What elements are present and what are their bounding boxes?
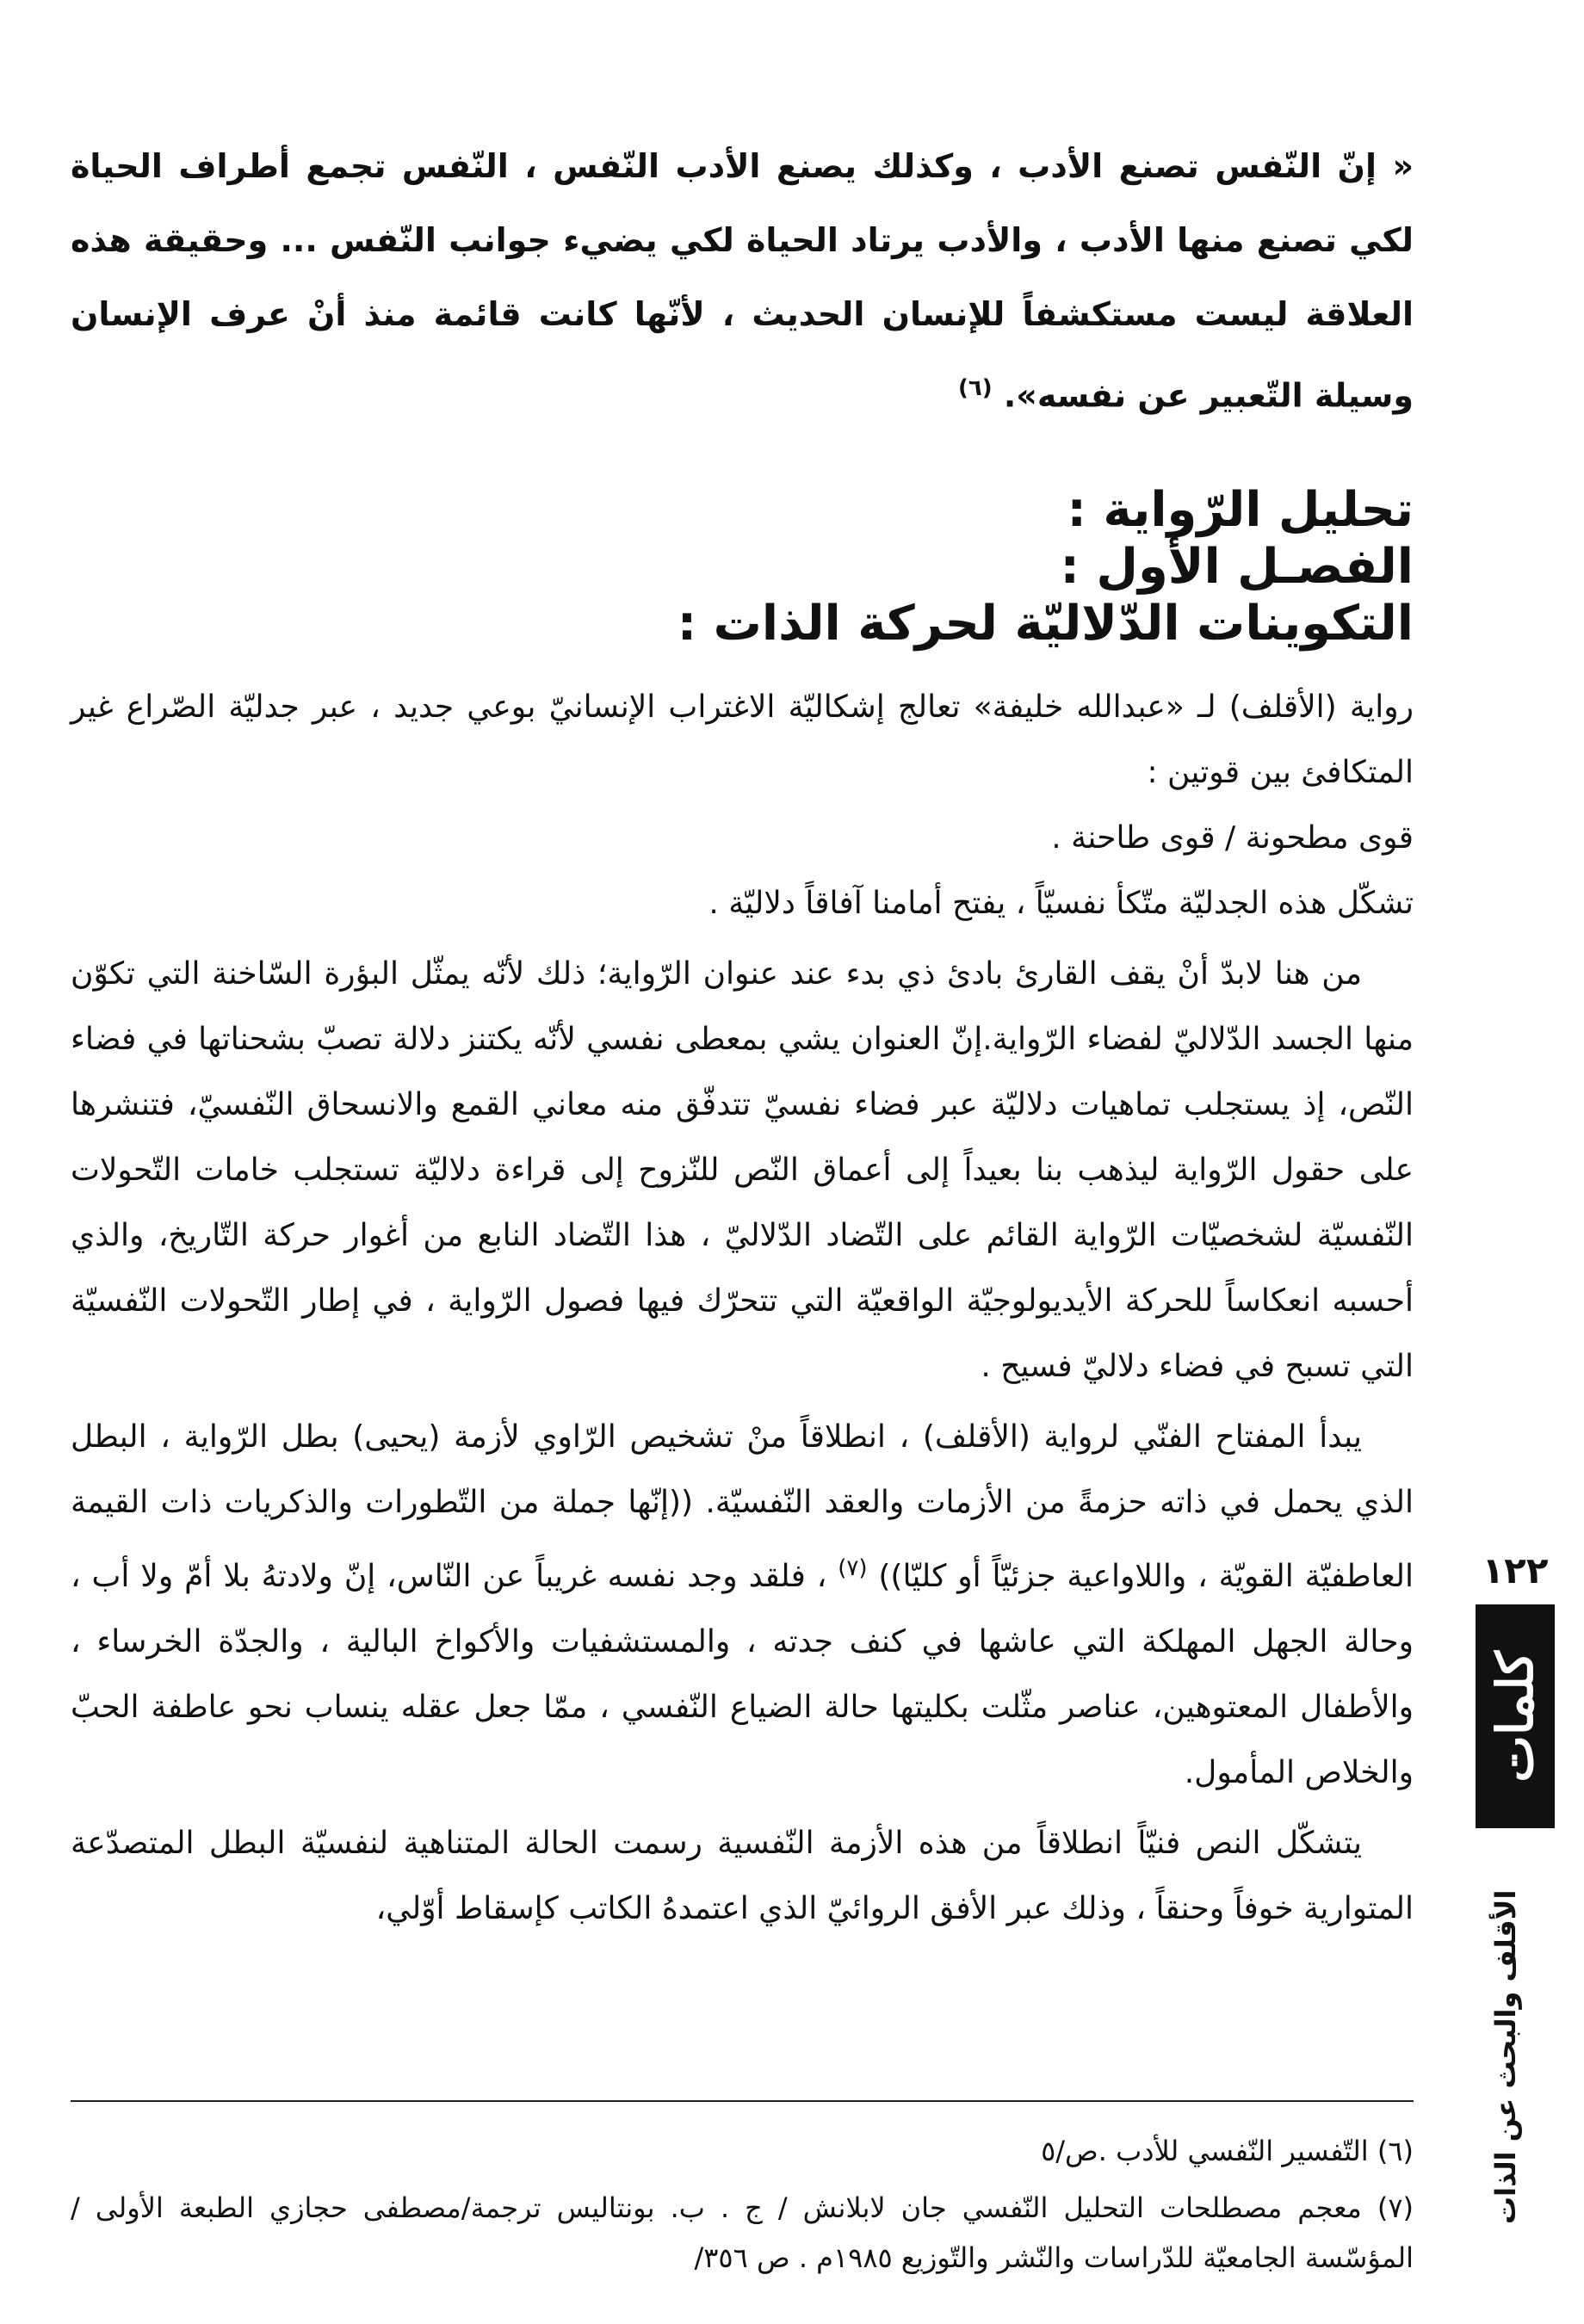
page-sidebar — [1463, 1549, 1567, 2290]
footnotes — [71, 2126, 1414, 2290]
paragraph-hero-crisis-b: ، فلقد وجد نفسه غريباً عن النّاس، إنّ ولادتهُ بلا أمّ ولا أب ، وحالة الجهل المهلكة التي عاشها في كنف جدته ، والمستشفيات والأكواخ البالية ، والجدّة الخرساء ، والأطفال المعتوهين، عناصر مثّلت بكليتها حالة الضياع النّفسي ، ممّا جعل عقله ينساب نحو عاطفة الحبّ والخلاص المأمول. — [71, 1559, 1414, 1790]
body-text — [71, 675, 1414, 1942]
paragraph-title-analysis: من هنا لابدّ أنْ يقف القارئ بادئ ذي بدء عند عنوان الرّواية؛ ذلك لأنّه يمثّل البؤرة السّاخنة التي تكوّن منها الجسد الدّلاليّ لفضاء الرّواية.إنّ العنوان يشي بمعطى نفسي لأنّه يكتنز دلالة تصبّ بشحناتها في فضاء النّص، إذ يستجلب تماهيات دلاليّة عبر فضاء نفسيّ تتدفّق منه معاني القمع والانسحاق النّفسيّ، فتنشرها على حقول الرّواية ليذهب بنا بعيداً إلى أعماق النّص للنّزوح إلى قراءة دلاليّة تستجلب خامات التّحولات النّفسيّة لشخصيّات الرّواية القائم على التّضاد الدّلاليّ ، هذا التّضاد النابع من أغوار حركة التّاريخ، والذي أحسبه انعكاساً للحركة الأيديولوجيّة الواقعيّة التي تتحرّك فيها فصول الرّواية ، في إطار التّحولات النّفسيّة التي تسبح في فضاء دلاليّ فسيح . — [71, 956, 1414, 1384]
paragraph-forces: قوى مطحونة / قوى طاحنة . — [1051, 820, 1414, 856]
quote-text: « إنّ النّفس تصنع الأدب ، وكذلك يصنع الأدب النّفس ، النّفس تجمع أطراف الحياة لكي تصنع منها الأدب ، والأدب يرتاد الحياة لكي يضيء جوانب النّفس ... وحقيقة هذه العلاقة ليست مستكشفاً للإنسان الحديث ، لأنّها كانت قائمة منذ أنْ عرف الإنسان وسيلة التّعبير عن نفسه». — [71, 147, 1414, 415]
paragraph-dialectic: تشكّل هذه الجدليّة متّكأ نفسيّاً ، يفتح أمامنا آفاقاً دلاليّة . — [708, 886, 1414, 921]
heading-novel-analysis: تحليل الرّواية : — [1067, 482, 1414, 538]
page-number: ١٢٢ — [1482, 1549, 1549, 1592]
footnote-6: (٦) التّفسير النّفسي للأدب .ص/٥ — [1041, 2135, 1414, 2167]
logo-text: كلمات — [1486, 1650, 1544, 1783]
paragraph-hero-crisis — [71, 1405, 1414, 1806]
paragraph-artistic-form: يتشكّل النص فنيّاً انطلاقاً من هذه الأزمة النّفسية رسمت الحالة المتناهية لنفسيّة البطل المتصدّعة المتوارية خوفاً وحنقاً ، وذلك عبر الأفق الروائيّ الذي اعتمدهُ الكاتب كإسقاط أوّلي، — [71, 1826, 1414, 1926]
footnote-ref-7[interactable]: (٧) — [838, 1555, 868, 1581]
footnote-divider — [71, 2100, 1414, 2102]
publication-logo — [1476, 1604, 1555, 1828]
footnote-ref-6[interactable]: (٦) — [957, 375, 993, 401]
epigraph-quote — [71, 129, 1414, 433]
section-headings — [71, 482, 1414, 652]
running-title: الأقلف والبحث عن الذات — [1489, 1889, 1522, 2225]
heading-chapter-title: التكوينات الدّلاليّة لحركة الذات : — [677, 596, 1414, 652]
paragraph-intro: رواية (الأقلف) لـ «عبدالله خليفة» تعالج إشكاليّة الاغتراب الإنسانيّ بوعي جديد ، عبر جدليّة الصّراع غير المتكافئ بين قوتين : — [71, 689, 1414, 790]
heading-chapter-one: الفصـل الأول : — [1060, 539, 1414, 595]
paragraph-hero-crisis-a: يبدأ المفتاح الفنّي لرواية (الأقلف) ، انطلاقاً منْ تشخيص الرّاوي لأزمة (يحيى) بطل الرّواية ، البطل الذي يحمل في ذاته حزمةً من الأزمات والعقد النّفسيّة. ((إنّها جملة من التّطورات والذكريات ذات القيمة العاطفيّة القويّة ، واللاواعية جزئيّاً أو كليّا)) — [71, 1419, 1414, 1594]
footnote-7: (٧) معجم مصطلحات التحليل النّفسي جان لابلانش / ج . ب. بونتاليس ترجمة/مصطفى حجازي الطبعة الأولى / المؤسّسة الجامعيّة للدّراسات والنّشر والتّوزيع ١٩٨٥م . ص ٣٥٦/ — [71, 2191, 1414, 2274]
